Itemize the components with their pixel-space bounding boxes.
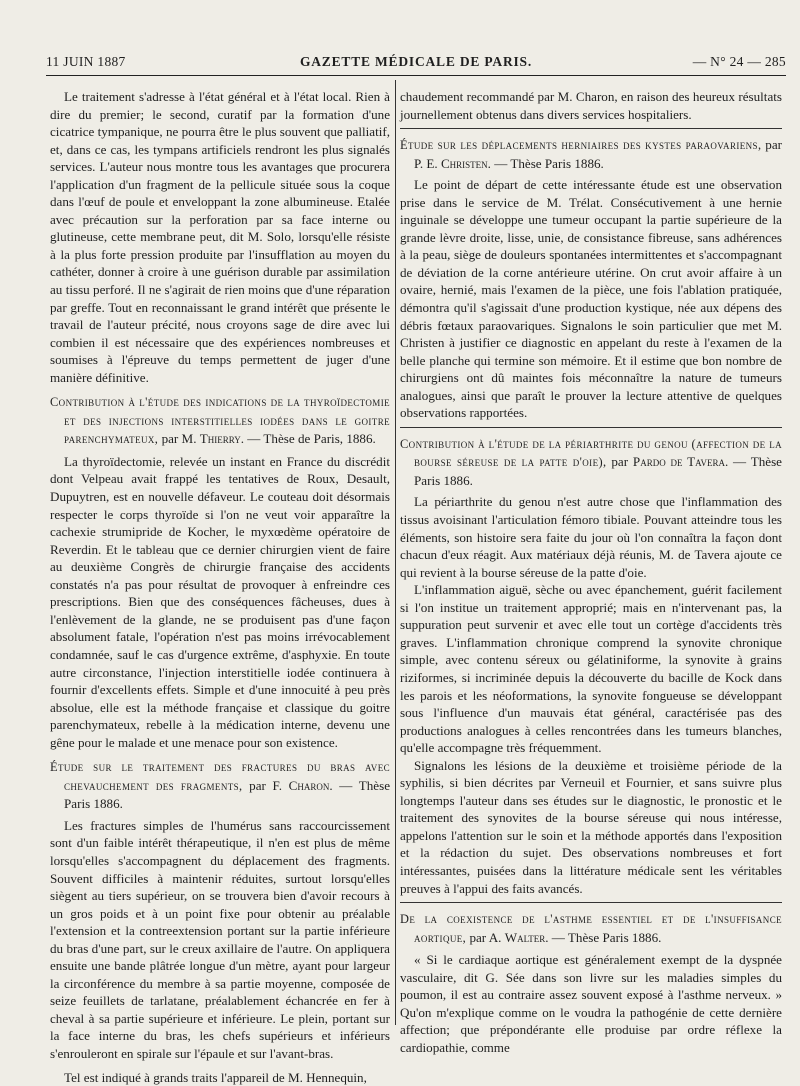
paragraph: chaudement recommandé par M. Charon, en raison des heureux résultats journellement obtenus dans divers services hospitaliers. [400,89,782,122]
section-by: par M. [161,431,200,447]
section-by: par P. E. [414,137,782,171]
section-author: Thierry. [199,431,245,447]
section-thesis: — Thèse de Paris, 1886. [244,431,376,447]
section-author: Pardo de Tavera. [632,454,729,470]
issue-page-number: — N° 24 — 285 [692,54,786,69]
paragraph: La thyroïdectomie, relevée un instant en France du discrédit dont Velpeau avait frappé les tentatives de Roux, Desault, Dupuytren, est en nouvelle défaveur. Le couteau doit désormais respecter le corps thyroïde si l'on ne veut voir apparaître la cachexie strumipride de Kocher, le myxœdème opératoire de Reverdin. Et le tableau que ce dernier chirurgien vient de faire au deuxième Congrès de chirurgie française des accidents constatés n'a pas pour résultat de provoquer à enfreindre ces prescriptions. Bien que des conséquences fâcheuses, dues à l'enlèvement de la glande, ne se produisent pas d'une façon absolument fatale, l'opération n'est pas moins irrévocablement condamnée, sauf le cas d'urgence extrême, d'asphyxie. En toute autre circonstance, l'injection interstitielle iodée continuera à fournir d'excellents effets. Simple et d'une innocuité à peu près absolue, elle est la méthode française et classique du goitre parenchymateux, rebelle à la médication interne, devenu une gêne pour le malade et une menace pour son existence. [50,453,390,750]
right-column [400,88,782,1056]
section-title: Contribution à l'étude de la périarthrite du genou (affection de la bourse séreuse de la patte d'oie), [400,436,782,470]
section-title: Étude sur le traitement des fractures du bras avec chevauchement des fragments, [50,760,390,793]
section-author: Christen. [440,155,491,171]
paragraph: Tel est indiqué à grands traits l'appareil de M. Hennequin, [64,1069,367,1085]
section-rule [400,427,782,428]
column-divider [395,80,396,1025]
section-title: Contribution à l'étude des indications de la thyroïdectomie et des injections interstitielles iodées dans le goitre parenchymateux, [50,395,390,447]
section-rule [400,902,782,903]
section-heading [400,136,782,172]
section-author: Charon. [288,777,333,793]
section-heading [50,393,390,449]
section-author: Walter. [504,929,549,945]
journal-title: GAZETTE MÉDICALE DE PARIS. [299,54,533,69]
section-thesis: — Thèse Paris 1886. [64,777,391,812]
section-by: par [611,454,633,470]
section-thesis: — Thèse Paris 1886. [548,929,662,945]
section-thesis: — Thèse Paris 1886. [490,155,604,171]
paragraph: Le point de départ de cette intéressante étude est une observation prise dans le service de M. Trélat. Consécutivement à une hernie inguinale se développe une tumeur occupant la partie supérieure de la grande lèvre droite, lisse, unie, de consistance fibreuse, sans adhérences à la peau, siège de douleurs spontanées intermittentes et s'accompagnant de déviation de la corne antérieure utérine. On crut avoir affaire à un ovaire, hernié, mais l'examen de la pièce, une fois l'ablation pratiquée, démontra qu'il s'agissait d'une production kystique, née aux dépens des débris fœtaux paraovariques. Signalons le soin particulier que met M. Christen à justifier ce diagnostic en appelant du reste à l'examen de la belle planche qui termine son mémoire. Et il estime que bon nombre de chirurgiens ont dû maintes fois méconnaître la nature de tumeurs analogues, ainsi que paraît le prouver la lecture attentive de quelques observations rapportées. [400,177,782,421]
section-title: Étude sur les déplacements herniaires des kystes paraovariens, [400,138,762,153]
left-column [50,88,390,1086]
paragraph: La périarthrite du genou n'est autre chose que l'inflammation des tissus avoisinant l'articulation fémoro tibiale. Pouvant atteindre tous les éléments, son histoire sera faite du jour où l'on connaîtra la façon dont chacun d'eux réagit. Aux matériaux déjà réunis, M. de Tavera ajoute ce qui revient à la bourse séreuse de la patte d'oie. [400,494,782,580]
section-heading [400,435,782,490]
section-thesis: — Thèse Paris 1886. [414,454,782,488]
section-rule [400,128,782,129]
section-heading [50,758,390,813]
issue-date: 11 JUIN 1887 [46,54,126,69]
section-title: De la coexistence de l'asthme essentiel et de l'insuffisance aortique, [400,912,782,945]
section-by: par A. [469,929,505,945]
section-heading [400,910,782,947]
paragraph: Les fractures simples de l'humérus sans raccourcissement sont d'un faible intérêt thérapeutique, il n'en est plus de même lorsqu'elles s'accompagnent du déplacement des fragments. Souvent difficiles à maintenir réduites, surtout lorsqu'elles siègent au tiers supérieur, on se trouvera bien d'avoir recours à un gros poids et à un point fixe pour obtenir au préalable l'extension et la contreextension portant sur la partie inférieure du bras d'une part, sur le creux axillaire de l'autre. On appliquera ensuite une bande plâtrée longue d'un mètre, ayant pour largeur la circonférence du membre à sa partie moyenne, composée de seize feuillets de tarlatane, préalablement échancrée en fer à cheval à sa partie supérieure et inférieure. Le plein, portant sur la face interne du bras, les chefs supérieurs et inférieurs s'enrouleront en spirale sur l'épaule et sur l'avant-bras. [50,817,390,1061]
page-header [46,54,786,74]
paragraph: Le traitement s'adresse à l'état général et à l'état local. Rien à dire du premier; le second, curatif par la formation d'une cicatrice tympanique, ne pourra être le plus souvent que palliatif, et, dans ce cas, les tympans artificiels rendront les plus signalés services. L'auteur nous montre tous les avantages que procurera l'application d'un fragment de la pellicule située sous la coque dans l'œuf de poule et enveloppant la zone albumineuse. Etalée avec précaution sur la perforation par sa face interne ou glutineuse, cette membrane peut, dit M. Solo, lorsqu'elle résiste à la plus forte pression produite par l'insufflation au moyen du cathéter, donner à croire à une guérison durable par assimilation au tissu perforé. Il ne s'agirait de rien moins que d'une réparation par greffe. Tout en reconnaissant le grand intérêt que présente le travail de l'auteur précité, nous croyons sage de dire avec lui combien il est nécessaire que des expériences nombreuses et soumises à l'épreuve du temps permettent de juger d'une manière définitive. [50,89,390,385]
paragraph: « Si le cardiaque aortique est généralement exempt de la dyspnée vasculaire, dit G. Sée dans son livre sur les maladies simples du poumon, il est au contraire assez souvent exposé à l'asthme nerveux. » Qu'on m'explique comme on le voudra la pathogénie de cette dernière affection; que prépondérante elle produise par ordre réflexe la cardiopathie, comme [400,952,782,1055]
section-by: par F. [249,777,289,793]
paragraph: L'inflammation aiguë, sèche ou avec épanchement, guérit facilement si l'on institue un traitement approprié; mais en n'intervenant pas, la suppuration peut survenir et avec elle tout un cortège d'accidents très graves. L'inflammation chronique comprend la synovite chronique simple, avec contenu séreux ou gélatiniforme, la synovite à grains riziformes, si incriminée depuis la découverte du bacille de Kock dans les parois et les néoformations, la synovite fongueuse se développant sous l'influence d'un mauvais état général, caractérisée pas des productions analogues à celles rencontrées dans les tumeurs blanches, qu'elle accompagne très fréquemment. [400,582,782,756]
paragraph: Signalons les lésions de la deuxième et troisième période de la syphilis, si bien décrites par Verneuil et Fournier, et sans suivre plus longtemps l'auteur dans ses études sur le diagnostic, le pronostic et le traitement des synovites de la bourse séreuse qui nous intéresse, appelons l'attention sur le soin et la méthode apportés dans l'exposition et la rédaction du sujet. Des observations nombreuses et fort intéressantes, puisées dans la littérature médicale sent les véritables preuves à l'appui des faits avancés. [400,757,782,896]
header-rule [46,75,786,76]
